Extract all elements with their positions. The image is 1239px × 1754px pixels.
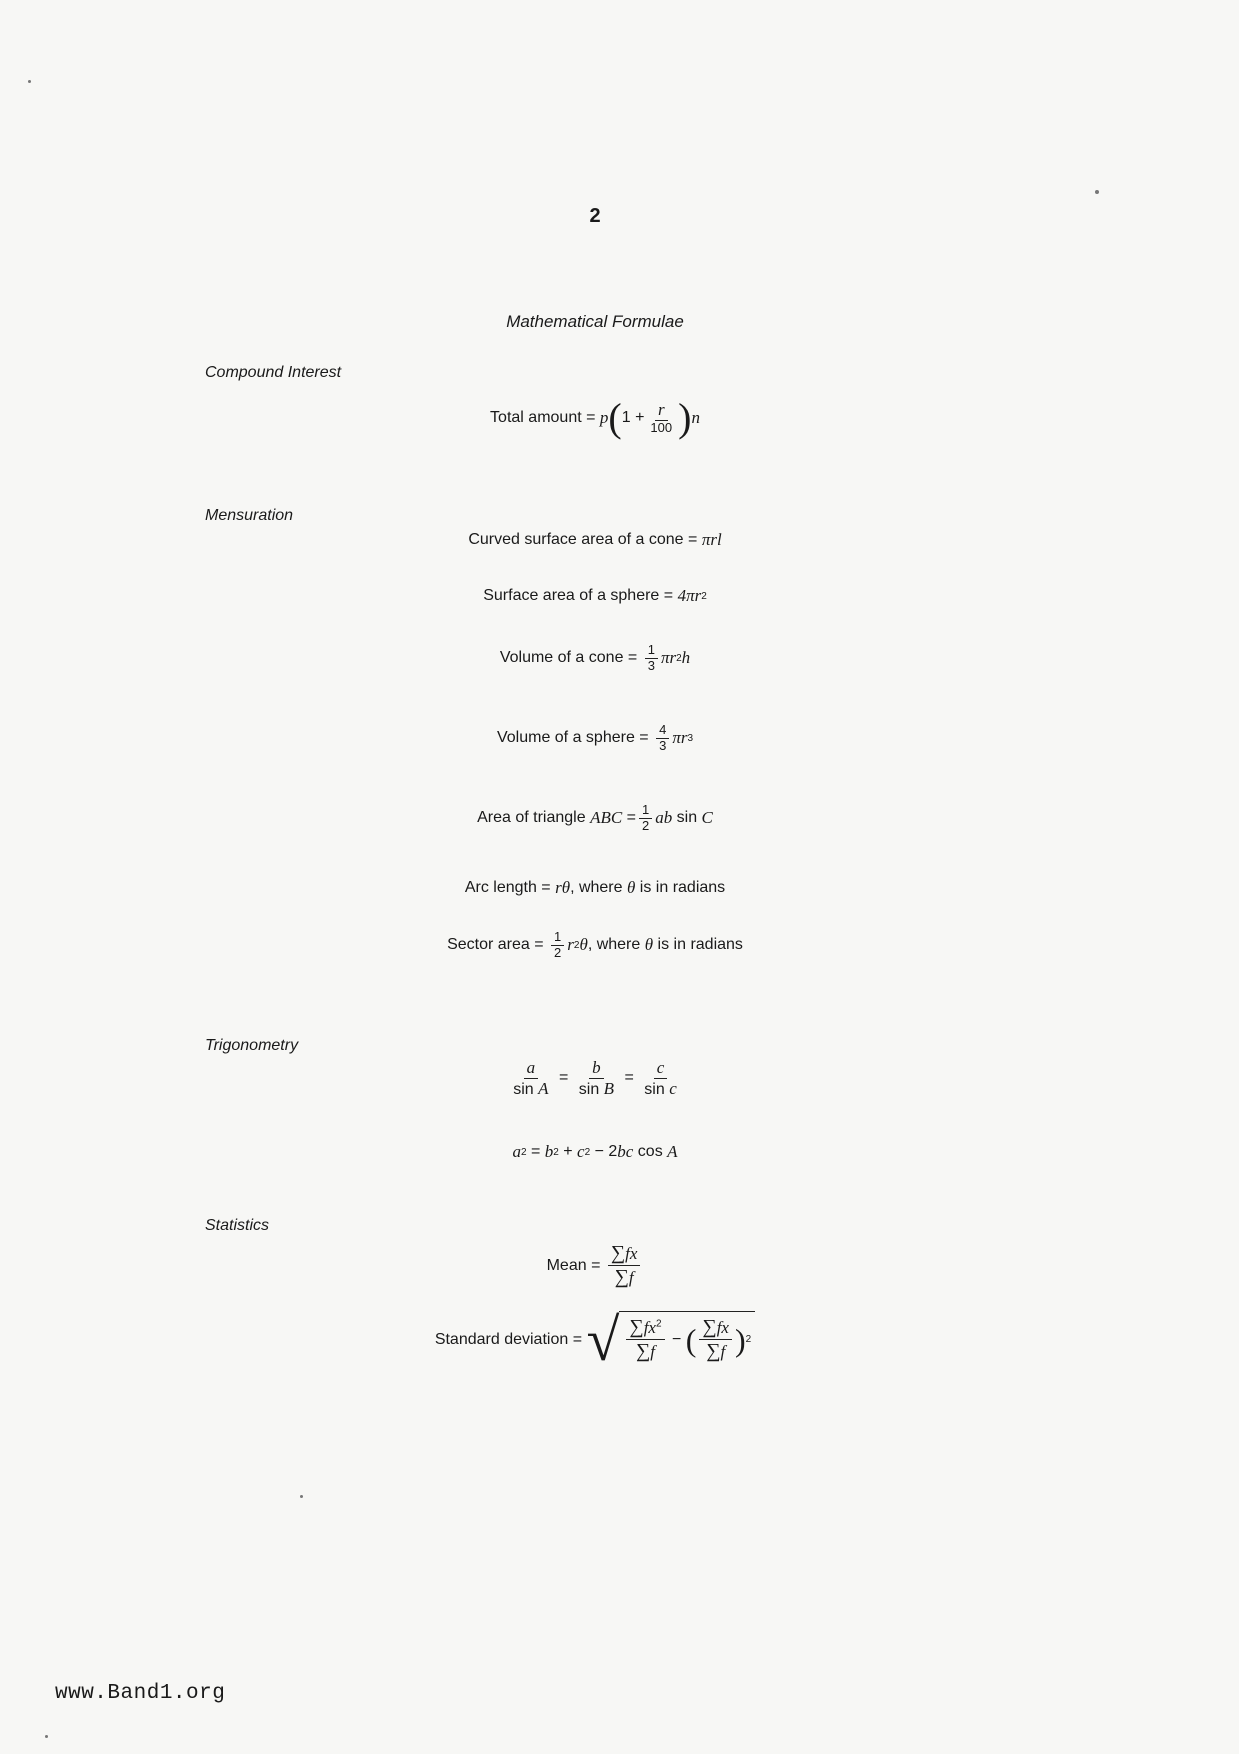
formula-mean: Mean = $\frac{\sum fx}{\sum f}$ — [0, 1242, 1190, 1289]
where-text: , where — [570, 879, 623, 896]
formula-cosine-rule: a 2 = b 2 + c 2 − 2 bc cos A — [512, 1142, 678, 1161]
formula-label: Standard deviation = — [434, 1331, 583, 1348]
page-title: Mathematical Formulae — [506, 312, 684, 331]
section-heading-statistics: Statistics — [205, 1217, 270, 1234]
formula-standard-deviation: Standard deviation = √ $\frac{\sum fx^2}{\sum f}$ − ( $\frac{\sum fx}{\sum f}$ ) 2 — [0, 1310, 1190, 1370]
scan-speck — [45, 1735, 48, 1738]
formula-label: Area of triangle — [477, 809, 586, 827]
formula-sine-rule: $\frac{a}{\text{sin A}}$ = $\frac{b}{\text{sin B}}$ = $\frac{c}{\text{sin c}}$ — [513, 1058, 677, 1098]
formula-sector-area: Sector area = $\frac{1}{2}$ r 2 θ , where θ is in radians — [447, 929, 743, 960]
formula-cone-curved-surface: Curved surface area of a cone = πrl — [468, 530, 722, 549]
section-heading-mensuration: Mensuration — [205, 507, 294, 524]
formula-label: Curved surface area of a cone = — [468, 531, 698, 548]
formula-sphere-surface: Surface area of a sphere = 4πr 2 — [483, 586, 707, 605]
scan-speck — [1095, 190, 1099, 194]
formula-triangle-area: Area of triangle ABC = $\frac{1}{2}$ ab sin C — [477, 802, 713, 833]
radians-text: is in radians — [657, 936, 743, 954]
formula-label: Volume of a sphere = — [496, 729, 649, 747]
page-number: 2 — [589, 205, 601, 227]
formula-label: Mean = — [546, 1256, 601, 1274]
formula-label: Total amount = — [490, 409, 596, 426]
formula-sphere-volume: Volume of a sphere = $\frac{4}{3}$ πr 3 — [496, 722, 694, 753]
formula-compound-interest: Total amount = p ( 1 + $\frac{r}{100}$ ) n — [490, 395, 700, 440]
footer-url: www.Band1.org — [55, 1682, 226, 1705]
formula-label: Volume of a cone = — [499, 649, 638, 667]
where-text: , where — [587, 936, 641, 954]
formula-label: Surface area of a sphere = — [483, 587, 674, 604]
formula-label: Sector area = — [447, 936, 544, 954]
formula-arc-length: Arc length = rθ , where θ is in radians — [464, 878, 726, 897]
scan-speck — [300, 1495, 303, 1498]
section-heading-trigonometry: Trigonometry — [205, 1037, 299, 1054]
radians-text: is in radians — [639, 879, 726, 896]
scan-speck — [28, 80, 31, 83]
formula-label: Arc length = — [464, 879, 551, 896]
section-heading-compound-interest: Compound Interest — [205, 364, 342, 381]
formula-cone-volume: Volume of a cone = $\frac{1}{3}$ πr 2 h — [499, 642, 691, 673]
